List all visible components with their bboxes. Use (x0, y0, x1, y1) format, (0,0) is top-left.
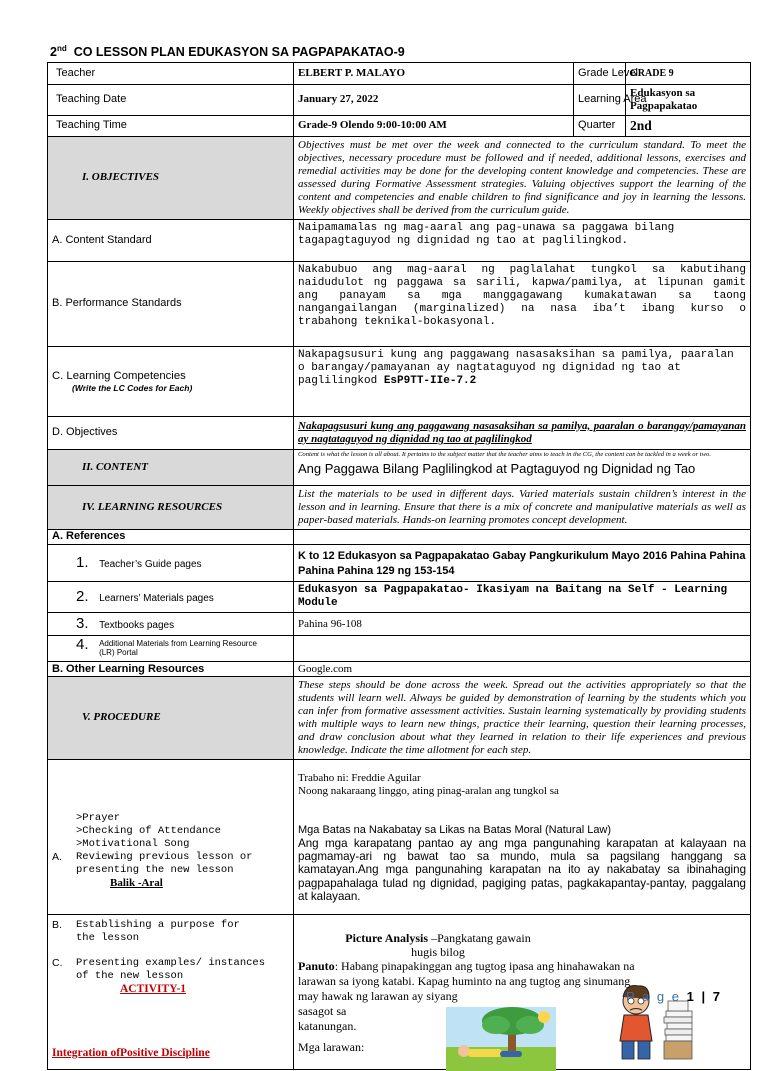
grade-level-label: Grade Level (574, 63, 626, 85)
quarter-label: Quarter (574, 115, 626, 136)
page-word: P a g e (626, 989, 681, 1004)
page-total: 7 (712, 989, 722, 1004)
objectives-heading: I. OBJECTIVES (48, 136, 294, 219)
procedure-a-line-2: Noong nakaraang linggo, ating pinag-aralan ang tungkol sa (298, 784, 559, 797)
learning-competencies-text-cell (294, 346, 751, 416)
learning-competencies-sub: (Write the LC Codes for Each) (72, 382, 193, 393)
title-text: CO LESSON PLAN EDUKASYON SA PAGPAPAKATAO-9 (73, 45, 405, 60)
lesson-plan-table (47, 62, 751, 1070)
objectives-d-label: D. Objectives (48, 416, 294, 449)
panuto-body: : Habang pinapakinggan ang tugtog ipasa ang hinahawakan na larawan sa iyong katabi. Kapag huminto na ang tugtog ang sinumang may hawak ng larawan ay siyang (298, 959, 635, 1004)
learning-competencies-cell (48, 346, 294, 416)
content-standard-text: Naipamamalas ng mag-aaral ang pag-unawa sa paggawa bilang tagapagtaguyod ng dignidad ng tao at paglilingkod. (294, 219, 751, 261)
lc-code: EsP9TT-IIe-7.2 (383, 374, 477, 387)
quarter-value: 2nd (626, 115, 751, 136)
learning-resources-heading: IV. LEARNING RESOURCES (48, 485, 294, 529)
page-title (50, 44, 405, 59)
procedure-b-row (52, 919, 289, 945)
procedure-a-label: Reviewing previous lesson or presenting the new lesson (76, 850, 253, 876)
teacher-value: ELBERT P. MALAYO (294, 63, 574, 85)
teacher-label: Teacher (48, 63, 294, 85)
teaching-date-value: January 27, 2022 (294, 85, 574, 116)
lm-pages-label: Learners’ Materials pages (99, 593, 214, 605)
content-heading: II. CONTENT (48, 449, 294, 485)
textbook-pages-label: Textbooks pages (99, 620, 175, 632)
title-number: 2 (50, 45, 57, 60)
procedure-a-cell (48, 759, 294, 914)
list-item: >Prayer (76, 811, 121, 824)
teaching-date-label: Teaching Date (48, 85, 294, 116)
procedure-a-line-3: Mga Batas na Nakabatay sa Likas na Batas Moral (Natural Law) (298, 823, 612, 836)
procedure-a-paragraph: Ang mga karapatang pantao ay ang mga pangunahing karapatan at kalayaan na pagmamay-ari ng bawat tao sa mundo, mula sa pagsilang hanggang sa kamatayan.Ang mga pangunahing karapatan na ito ay nakabatay sa ibinahaging pagpapahalaga tulad ng dignidad, pagiging patas, pagkakapantay-pantay, paggalang at kalayaan. (298, 836, 747, 904)
lr-portal-value (294, 635, 751, 661)
references-empty (294, 529, 751, 544)
picture-analysis-title (298, 931, 578, 945)
mga-larawan-label: Mga larawan: (298, 1040, 365, 1055)
references-label: A. References (48, 529, 294, 544)
procedure-a-content (294, 759, 751, 914)
panuto-text (298, 959, 638, 1004)
ref-num-3: 3. (76, 615, 89, 633)
procedure-a-letter: A. (52, 850, 62, 863)
relaxing-person-image (446, 1007, 556, 1071)
textbook-pages-cell (48, 613, 294, 636)
grade-level-value: GRADE 9 (626, 63, 751, 85)
learning-competencies-label: C. Learning Competencies (52, 369, 186, 382)
procedure-b-letter: B. (52, 918, 62, 931)
page-footer (626, 989, 722, 1004)
learning-area-value: Edukasyon sa Pagpapakatao (626, 85, 751, 116)
teaching-time-value: Grade-9 Olendo 9:00-10:00 AM (294, 115, 574, 136)
ref-num-1: 1. (76, 554, 89, 572)
procedure-b-label: Establishing a purpose for the lesson (76, 918, 240, 944)
objectives-note: Objectives must be met over the week and connected to the curriculum standard. To meet the objectives, necessary procedure must be followed and if needed, additional lessons, exercises and remedial activities may be done for the developing content knowledge and competencies. These are assessed during Formative Assessment strategies. Valuing objectives support the learning of the content and competencies and enable children to find significance and joy in learning the lessons. Weekly objectives shall be derived from the curriculum guide. (294, 136, 751, 219)
picture-analysis-rest: –Pangkatang gawain (428, 930, 531, 945)
procedure-c-label: Presenting examples/ instances of the new lesson (76, 957, 266, 983)
learning-area-label: Learning Area (574, 85, 626, 116)
content-title: Ang Paggawa Bilang Paglilingkod at Pagtaguyod ng Dignidad ng Tao (298, 460, 696, 476)
content-note: Content is what the lesson is all about. It pertains to the subject matter that the teacher aims to teach in the CG, the content can be tackled in a week or two. (298, 450, 711, 458)
balik-aral-label: Balik -Aral (110, 877, 163, 890)
page-number: 1 (686, 989, 696, 1004)
content-cell (294, 449, 751, 485)
teaching-time-label: Teaching Time (48, 115, 294, 136)
textbook-pages-value: Pahina 96-108 (294, 613, 751, 636)
ref-num-2: 2. (76, 588, 89, 606)
title-superscript: nd (56, 44, 67, 53)
lm-pages-cell (48, 582, 294, 613)
list-item: >Checking of Attendance (76, 824, 221, 837)
page-separator: | (701, 989, 708, 1004)
procedure-a-line-1: Trabaho ni: Freddie Aguilar (298, 771, 421, 784)
ref-num-4: 4. (76, 635, 89, 653)
panuto-line-2: sasagot sa (298, 1004, 347, 1019)
other-resources-label: B. Other Learning Resources (48, 661, 294, 676)
other-resources-value: Google.com (294, 661, 751, 676)
learning-resources-note: List the materials to be used in different days. Varied materials sustain children’s interest in the lesson and in learning. Ensure that there is a mix of concrete and manipulative materials as well as paper-based materials. Hands-on learning promotes concept development. (294, 485, 751, 529)
procedure-a-label-row (52, 851, 289, 877)
procedure-a-list (52, 812, 289, 851)
content-standard-label: A. Content Standard (48, 219, 294, 261)
procedure-c-letter: C. (52, 957, 63, 970)
integration-label: Integration ofPositive Discipline (52, 1046, 210, 1059)
procedure-note: These steps should be done across the week. Spread out the activities appropriately so that the students will learn well. Always be guided by demonstration of learning by the students which you can infer from formative assessment activities. Sustain learning systematically by providing students with multiple ways to learn new things, practice their learning, question their learning processes, and draw conclusion about what they learned in relation to their life experiences and previous knowledge. Indicate the time allotment for each step. (294, 676, 751, 759)
procedure-heading: V. PROCEDURE (48, 676, 294, 759)
panuto-line-3: katanungan. (298, 1019, 357, 1034)
panuto-label: Panuto (298, 959, 335, 974)
procedure-c-row (52, 957, 289, 983)
lm-pages-value: Edukasyon sa Pagpapakatao- Ikasiyam na Baitang na Self - Learning Module (294, 582, 751, 613)
performance-standards-text: Nakabubuo ang mag-aaral ng paglalahat tungkol sa kabutihang naidudulot ng paggawa sa sarili, kapwa/pamilya, at lipunan gamit ang panayam sa mga manggagawang kumakatawan sa taong nangangailangan (marginalized) na nasa iba’t ibang kurso o trabahong teknikal-bokasyonal. (294, 261, 751, 346)
picture-analysis-sub: hugis bilog (411, 944, 465, 959)
activity-label: ACTIVITY-1 (120, 983, 187, 996)
lr-portal-label: Additional Materials from Learning Resource (LR) Portal (99, 638, 257, 658)
procedure-bc-cell (48, 914, 294, 1069)
tg-pages-value: K to 12 Edukasyon sa Pagpapakatao Gabay Pangkurikulum Mayo 2016 Pahina Pahina Pahina Pahina 129 ng 153-154 (294, 544, 751, 582)
tg-pages-cell (48, 544, 294, 582)
picture-analysis-bold: Picture Analysis (345, 930, 429, 945)
tg-pages-label: Teacher’s Guide pages (99, 559, 202, 571)
performance-standards-label: B. Performance Standards (48, 261, 294, 346)
list-item: >Motivational Song (76, 837, 190, 850)
learning-competencies-text: Nakapagsusuri kung ang paggawang nasasaksihan sa pamilya, paaralan o barangay/pamayanan ay nagtataguyod ng dignidad ng tao at paglilingkod (298, 348, 734, 387)
objectives-d-text: Nakapagsusuri kung ang paggawang nasasaksihan sa pamilya, paaralan o barangay/pamayanan ay nagtataguyod ng dignidad ng tao at paglilingkod (294, 416, 751, 449)
lr-portal-cell (48, 635, 294, 661)
